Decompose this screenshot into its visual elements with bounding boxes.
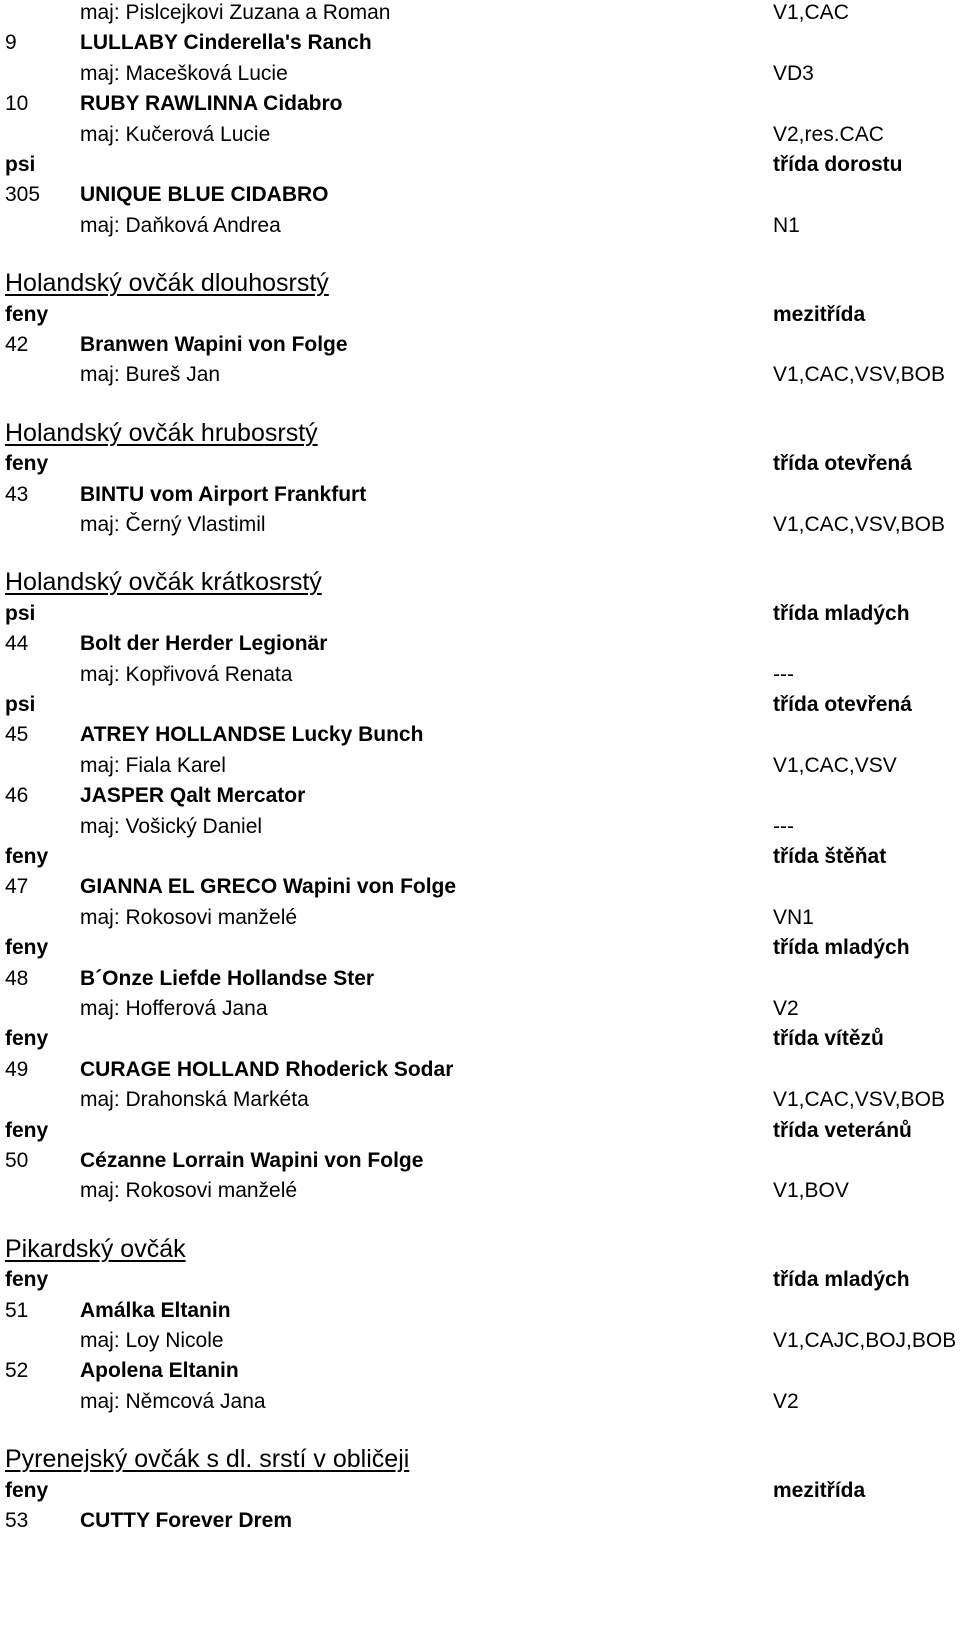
owner-row <box>0 659 960 690</box>
class-label: třída otevřená <box>773 452 912 475</box>
class-header-row <box>0 299 960 330</box>
result-value: V1,CAC,VSV <box>773 754 897 777</box>
owner-name: maj: Fiala Karel <box>80 754 226 777</box>
sex-label: feny <box>5 452 49 475</box>
breed-title: Pyrenejský ovčák s dl. srstí v obličeji <box>5 1445 410 1473</box>
dog-name: BINTU vom Airport Frankfurt <box>80 483 367 506</box>
dog-name: GIANNA EL GRECO Wapini von Folge <box>80 875 457 898</box>
breed-heading <box>0 418 960 452</box>
owner-row <box>0 993 960 1024</box>
breed-title: Holandský ovčák krátkosrstý <box>5 568 322 596</box>
class-header-row <box>0 689 960 720</box>
class-header-row <box>0 448 960 479</box>
class-label: třída mladých <box>773 602 910 625</box>
dog-name: Apolena Eltanin <box>80 1359 239 1382</box>
owner-row <box>0 119 960 150</box>
dog-name: Cézanne Lorrain Wapini von Folge <box>80 1149 424 1172</box>
class-label: třída otevřená <box>773 693 912 716</box>
sex-label: psi <box>5 153 36 176</box>
owner-row <box>0 58 960 89</box>
catalog-number: 46 <box>5 784 29 807</box>
dog-entry-row <box>0 27 960 58</box>
breed-heading <box>0 1234 960 1268</box>
owner-name: maj: Hofferová Jana <box>80 997 268 1020</box>
breed-title: Holandský ovčák hrubosrstý <box>5 419 318 447</box>
owner-name: maj: Němcová Jana <box>80 1390 266 1413</box>
catalog-number: 47 <box>5 875 29 898</box>
result-value: VN1 <box>773 906 814 929</box>
result-value: N1 <box>773 214 800 237</box>
class-header-row <box>0 149 960 180</box>
owner-row <box>0 1175 960 1206</box>
class-label: třída mladých <box>773 936 910 959</box>
result-value: V1,CAC,VSV,BOB <box>773 363 945 386</box>
result-value: V1,BOV <box>773 1179 849 1202</box>
catalog-number: 53 <box>5 1509 29 1532</box>
catalog-number: 44 <box>5 632 29 655</box>
dog-name: CURAGE HOLLAND Rhoderick Sodar <box>80 1058 454 1081</box>
dog-name: Bolt der Herder Legionär <box>80 632 328 655</box>
owner-name: maj: Kopřivová Renata <box>80 663 293 686</box>
breed-heading <box>0 268 960 302</box>
result-value: V2 <box>773 997 799 1020</box>
dog-name: B´Onze Liefde Hollandse Ster <box>80 967 375 990</box>
dog-name: CUTTY Forever Drem <box>80 1509 293 1532</box>
owner-name: maj: Daňková Andrea <box>80 214 281 237</box>
catalog-number: 48 <box>5 967 29 990</box>
result-value: V1,CAC,VSV,BOB <box>773 1088 945 1111</box>
class-label: třída dorostu <box>773 153 903 176</box>
class-header-row <box>0 841 960 872</box>
dog-entry-row <box>0 1295 960 1326</box>
result-value: V2,res.CAC <box>773 123 884 146</box>
catalog-number: 50 <box>5 1149 29 1172</box>
sex-label: feny <box>5 303 49 326</box>
breed-heading <box>0 1444 960 1478</box>
dog-name: Branwen Wapini von Folge <box>80 333 348 356</box>
result-value: V1,CAC <box>773 1 849 24</box>
result-value: --- <box>773 663 794 686</box>
dog-name: ATREY HOLLANDSE Lucky Bunch <box>80 723 424 746</box>
owner-row <box>0 811 960 842</box>
owner-row <box>0 1084 960 1115</box>
owner-name: maj: Bureš Jan <box>80 363 221 386</box>
dog-name: Amálka Eltanin <box>80 1299 231 1322</box>
owner-name: maj: Vošický Daniel <box>80 815 263 838</box>
result-value: V1,CAC,VSV,BOB <box>773 513 945 536</box>
class-label: mezitřída <box>773 303 866 326</box>
catalog-number: 49 <box>5 1058 29 1081</box>
class-label: třída mladých <box>773 1268 910 1291</box>
catalog-number: 51 <box>5 1299 29 1322</box>
dog-entry-row <box>0 780 960 811</box>
class-label: třída vítězů <box>773 1027 884 1050</box>
owner-row <box>0 210 960 241</box>
sex-label: feny <box>5 936 49 959</box>
dog-name: RUBY RAWLINNA Cidabro <box>80 92 343 115</box>
owner-name: maj: Rokosovi manželé <box>80 1179 298 1202</box>
sex-label: psi <box>5 693 36 716</box>
class-header-row <box>0 1475 960 1506</box>
class-label: třída veteránů <box>773 1119 912 1142</box>
catalog-number: 10 <box>5 92 29 115</box>
sex-label: feny <box>5 1119 49 1142</box>
owner-name: maj: Macešková Lucie <box>80 62 288 85</box>
dog-name: UNIQUE BLUE CIDABRO <box>80 183 329 206</box>
dog-entry-row <box>0 1145 960 1176</box>
result-value: V2 <box>773 1390 799 1413</box>
sex-label: feny <box>5 1268 49 1291</box>
sex-label: feny <box>5 1479 49 1502</box>
catalog-number: 305 <box>5 183 41 206</box>
dog-name: JASPER Qalt Mercator <box>80 784 306 807</box>
owner-name: maj: Drahonská Markéta <box>80 1088 309 1111</box>
sex-label: feny <box>5 1027 49 1050</box>
dog-entry-row <box>0 628 960 659</box>
dog-entry-row <box>0 1355 960 1386</box>
dog-entry-row <box>0 479 960 510</box>
class-label: mezitřída <box>773 1479 866 1502</box>
sex-label: feny <box>5 845 49 868</box>
owner-name: maj: Loy Nicole <box>80 1329 224 1352</box>
catalog-number: 45 <box>5 723 29 746</box>
class-header-row <box>0 932 960 963</box>
sex-label: psi <box>5 602 36 625</box>
class-header-row <box>0 1264 960 1295</box>
dog-name: LULLABY Cinderella's Ranch <box>80 31 372 54</box>
result-value: VD3 <box>773 62 814 85</box>
catalog-number: 52 <box>5 1359 29 1382</box>
owner-name: maj: Černý Vlastimil <box>80 513 266 536</box>
class-label: třída štěňat <box>773 845 887 868</box>
dog-entry-row <box>0 179 960 210</box>
dog-entry-row <box>0 871 960 902</box>
catalog-number: 9 <box>5 31 17 54</box>
dog-entry-row <box>0 1054 960 1085</box>
owner-row <box>0 750 960 781</box>
owner-row <box>0 902 960 933</box>
owner-row <box>0 509 960 540</box>
catalog-number: 43 <box>5 483 29 506</box>
owner-row <box>0 0 960 28</box>
owner-name: maj: Pislcejkovi Zuzana a Roman <box>80 1 391 24</box>
breed-title: Pikardský ovčák <box>5 1235 186 1263</box>
breed-heading <box>0 567 960 601</box>
dog-entry-row <box>0 719 960 750</box>
result-value: --- <box>773 815 794 838</box>
result-value: V1,CAJC,BOJ,BOB <box>773 1329 957 1352</box>
owner-row <box>0 1325 960 1356</box>
owner-name: maj: Kučerová Lucie <box>80 123 271 146</box>
owner-name: maj: Rokosovi manželé <box>80 906 298 929</box>
dog-entry-row <box>0 963 960 994</box>
class-header-row <box>0 1115 960 1146</box>
owner-row <box>0 1386 960 1417</box>
dog-entry-row <box>0 1505 960 1536</box>
class-header-row <box>0 1023 960 1054</box>
catalog-number: 42 <box>5 333 29 356</box>
breed-title: Holandský ovčák dlouhosrstý <box>5 269 329 297</box>
dog-entry-row <box>0 329 960 360</box>
class-header-row <box>0 598 960 629</box>
dog-entry-row <box>0 88 960 119</box>
owner-row <box>0 359 960 390</box>
